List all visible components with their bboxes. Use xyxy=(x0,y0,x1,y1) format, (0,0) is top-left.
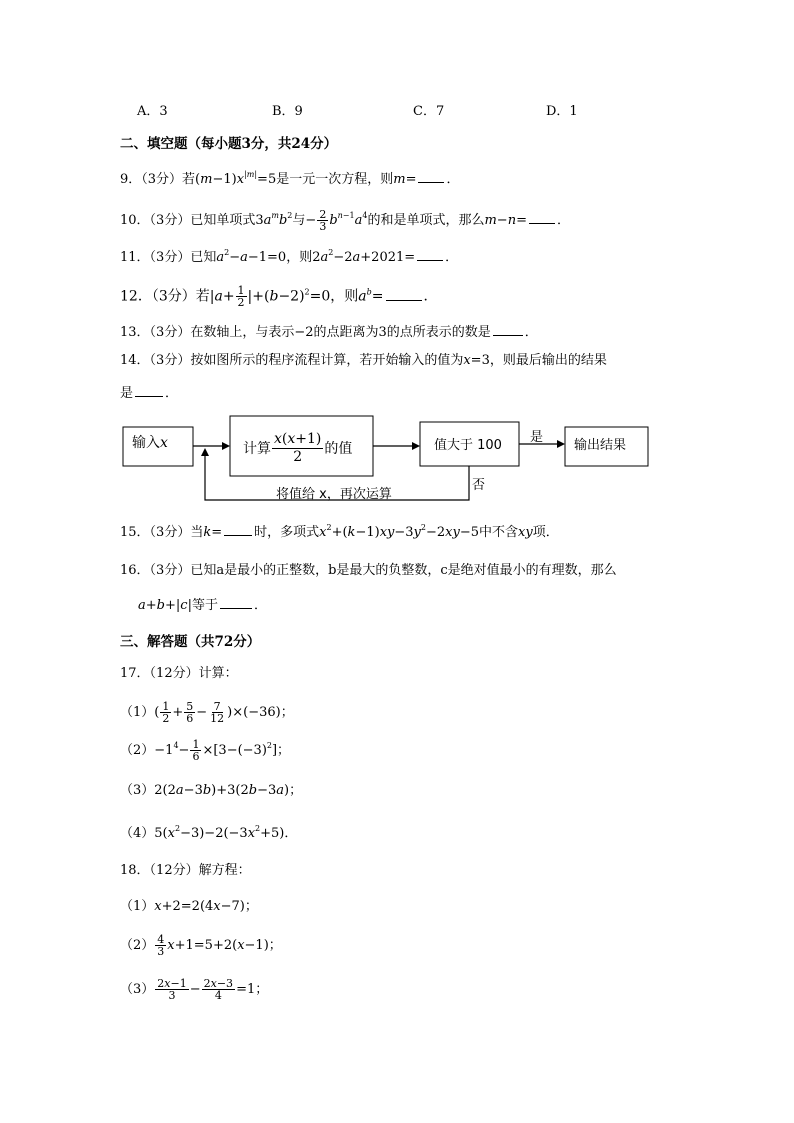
flowchart-condition-label: 值大于 100 xyxy=(434,438,502,453)
flowchart-no-label: 否 xyxy=(472,478,486,493)
question-16-line-1: 16．（3分）已知a是最小的正整数，b是最大的负整数，c是绝对值最小的有理数，那么 xyxy=(120,563,617,578)
question-12: 12．（3分）若|a+ $\frac{1}{2}$ $|+(b-2)^2=0$，则$a^b=$ ． xyxy=(120,284,438,309)
question-10: 10．（3分）已知单项式$3a^mb^2$与− $\frac{2}{3}$ $b^{n-1}a^4$的和是单项式，那么m−n= ． xyxy=(120,208,570,233)
question-15: 15．（3分）当k= 时，多项式$x^2+(k-1)xy-3y^2-2xy-5$中不含xy项． xyxy=(120,523,559,540)
flowchart-loop-label: 将值给 x，再次运算 xyxy=(276,487,392,502)
flowchart-output-label: 输出结果 xyxy=(574,438,627,453)
question-9: 9．（3分）若$(m-1)x^{|m|}=5$是一元一次方程，则m= ． xyxy=(120,170,460,187)
flowchart-yes-label: 是 xyxy=(530,430,544,445)
question-17-part-4: $(4)5(x^2-3)-2(-3x^2+5)$． xyxy=(120,824,298,841)
question-14-line-2: 是 ． xyxy=(120,386,179,401)
flowchart-input-label: 输入x xyxy=(132,435,168,451)
option-d: D．1 xyxy=(546,104,578,119)
question-17-part-2: $(2)-1^4-$ $\frac{1}{6}$ $\times[3-(-3)^2]$； xyxy=(120,738,291,763)
option-b: B．9 xyxy=(272,104,303,119)
option-c: C．7 xyxy=(413,104,445,119)
program-flowchart xyxy=(0,0,794,520)
question-18-part-2: （2） $\frac{4}{3}$ x+1=5+2(x−1)； xyxy=(120,933,282,958)
question-17-title: 17．（12分）计算： xyxy=(120,666,238,681)
section-2-title: 二、填空题（每小题3分，共24分） xyxy=(120,136,338,152)
question-18-title: 18．（12分）解方程： xyxy=(120,863,251,878)
question-18-part-1: （1）x+2=2(4x−7)； xyxy=(120,899,258,914)
question-16-line-2: a+b+|c|等于 ． xyxy=(138,598,267,613)
question-17-part-3: （3）2(2a−3b)+3(2b−3a)； xyxy=(120,783,303,798)
flowchart-calc-label: 计算 $\frac{x(x+1)}{2}$ 的值 xyxy=(243,430,353,465)
question-18-part-3: （3） $\frac{2x-1}{3}$ − $\frac{2x-3}{4}$ =1； xyxy=(120,977,269,1002)
section-3-title: 三、解答题（共72分） xyxy=(120,634,261,650)
question-13: 13．（3分）在数轴上，与表示−2的点距离为3的点所表示的数是 ． xyxy=(120,325,538,340)
question-14-line-1: 14．（3分）按如图所示的程序流程计算，若开始输入的值为x=3，则最后输出的结果 xyxy=(120,353,607,368)
question-17-part-1: （1）( $\frac{1}{2}$ + $\frac{5}{6}$ − $\frac{7}{12}$ )×(−36)； xyxy=(120,700,294,725)
option-a: A．3 xyxy=(137,104,168,119)
question-11: 11．（3分）已知$a^2-a-1=0$，则$2a^2-2a+2021=$ ． xyxy=(120,248,459,265)
